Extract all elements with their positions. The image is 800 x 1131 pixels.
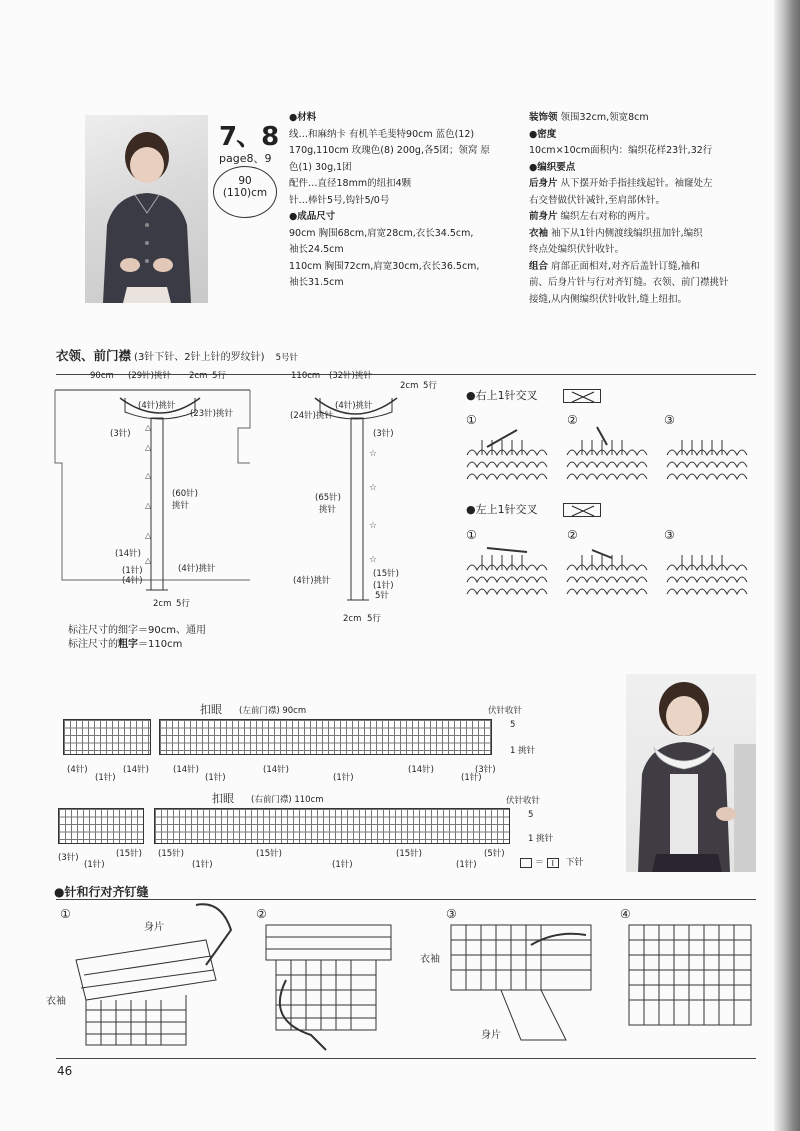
density-text: 10cm×10cm面积内：编织花样23针,32行: [529, 145, 713, 156]
collar90-fourpick: (4针)挑针: [178, 564, 216, 574]
bh110-count: (15针): [396, 849, 422, 859]
knit-swatch: [467, 430, 547, 479]
materials-heading: ●材料: [289, 112, 317, 123]
collar110-inner: (4针)挑针: [335, 401, 373, 411]
collar90-mark: △: [145, 531, 152, 540]
bh110-count: (15针): [256, 849, 282, 859]
knit-swatch: [667, 440, 747, 479]
buttonhole110-counts: [56, 851, 516, 873]
bh110-count: (1针): [84, 860, 105, 870]
points-heading: ●编织要点: [529, 161, 576, 173]
size-note-2c: ＝110cm: [138, 639, 183, 650]
finished-line: 袖长31.5cm: [289, 277, 344, 288]
collar-section-title: [56, 346, 298, 364]
materials-line: 配件…直径18mm的纽扣4颗: [289, 178, 412, 189]
buttonhole90-label: 扣眼: [200, 703, 222, 716]
collar90-mark: △: [145, 556, 152, 565]
collar90-mark: △: [145, 423, 152, 432]
buttonhole110-sub: (右前门襟) 110cm: [251, 795, 324, 805]
decoration-label: 装饰领: [529, 112, 558, 123]
buttonhole110-grid: [58, 808, 144, 844]
collar-diagram-90: [50, 368, 275, 620]
bh90-count: (14针): [123, 765, 149, 775]
collar90-top2: 2cm: [189, 371, 208, 381]
legend-equals: ＝: [534, 858, 544, 868]
buttonhole110-grid: [154, 808, 510, 844]
finished-line: 90cm 胸围68cm,肩宽28cm,衣长34.5cm,: [289, 227, 474, 239]
buttonhole110-label: 扣眼: [212, 792, 234, 805]
buttonhole110-five: 5: [528, 810, 534, 820]
point-text: 接缝,从内侧编织伏针收针,缝上纽扣。: [529, 293, 688, 305]
size-large: (110)cm: [222, 187, 268, 199]
size-note-1: 标注尺寸的细字＝90cm、通用: [68, 625, 206, 636]
bh110-count: (1针): [332, 860, 353, 870]
left-cross-step: ②: [567, 528, 578, 542]
page-reference: page8、9: [219, 152, 272, 165]
collar110-mark: ☆: [369, 449, 378, 459]
collar90-side: (23针)挑针: [190, 409, 233, 419]
point-text: 肩部正面相对,对齐后盖针订缝,袖和: [551, 260, 700, 272]
legend-text: 下针: [565, 858, 584, 868]
collar90-fourteen: (14针): [115, 549, 141, 559]
materials-block: [289, 110, 525, 292]
point-text: 前、后身片针与行对齐钉缝。衣领、前门襟挑针: [529, 277, 729, 288]
right-cross-illustrations: [462, 410, 762, 490]
seam-section-title: ●针和行对齐钉缝: [54, 885, 149, 899]
left-cross-illustrations: [462, 525, 762, 605]
point-label: 前身片: [529, 211, 558, 222]
bh90-count: (4针): [67, 765, 88, 775]
right-cross-step: ②: [567, 413, 578, 427]
seam-body-label: 身片: [144, 922, 164, 933]
left-cross-step: ①: [466, 528, 477, 542]
materials-line: 针…棒针5号,钩针5/0号: [289, 194, 390, 206]
collar90-size: 90cm: [90, 371, 114, 381]
collar90-mark: △: [145, 501, 152, 510]
collar110-mark: ☆: [369, 483, 378, 493]
buttonhole110-onepick: 1 挑针: [528, 834, 554, 844]
collar110-mark: ☆: [369, 555, 378, 565]
point-text: 袖下从1针内侧渡线编织扭加针,编织: [551, 227, 703, 239]
right-cross-symbol: [563, 389, 601, 403]
bh90-count: (14针): [173, 765, 199, 775]
materials-line: 色(1) 30g,1团: [289, 161, 352, 173]
collar90-mark: △: [145, 443, 152, 452]
buttonhole90-grid: [159, 719, 492, 755]
bh90-count: (1针): [333, 773, 354, 783]
collar110-bot2: 2cm: [343, 614, 362, 624]
collar-diagram-110: [285, 368, 450, 630]
collar90-top: (29针)挑针: [128, 371, 171, 381]
seam-body3-label: 身片: [481, 1030, 501, 1041]
collar110-pick: 挑针: [319, 505, 337, 515]
point-label: 衣袖: [529, 227, 549, 239]
collar110-sixtyfive: (65针): [315, 493, 341, 503]
size-small: 90: [238, 175, 252, 187]
buttonhole110-bind: 伏针收针: [506, 796, 541, 806]
right-cross-title: [466, 387, 601, 403]
seam-sleeve-label: 衣袖: [46, 996, 66, 1007]
knit-swatch: [567, 427, 647, 479]
bh90-count: (1针): [95, 773, 116, 783]
collar90-pick: 挑针: [172, 501, 190, 511]
finished-heading: ●成品尺寸: [289, 211, 336, 222]
seam-swatch-3: [451, 925, 591, 1040]
collar110-bot5: 5行: [367, 614, 381, 624]
point-text: 编织左右对称的两片。: [560, 211, 656, 222]
buttonhole90-bind: 伏针收针: [488, 706, 523, 716]
legend-empty-box: [520, 858, 532, 868]
materials-line: 170g,110cm 玫瑰色(8) 200g,各5团；领窝 原: [289, 145, 491, 156]
size-note-2a: 标注尺寸的: [68, 639, 118, 650]
collar90-mark: △: [145, 471, 152, 480]
seam-step: ①: [60, 907, 71, 921]
collar110-fourpick: (4针)挑针: [293, 576, 331, 586]
seam-step: ②: [256, 907, 267, 921]
collar110-top: (32针)挑针: [329, 371, 372, 381]
seam-illustrations: [46, 900, 760, 1058]
bh110-count: (3针): [58, 853, 79, 863]
bh110-count: (1针): [192, 860, 213, 870]
collar90-left3: (3针): [110, 429, 131, 439]
size-note-2b: 粗字: [118, 639, 138, 650]
bh110-count: (15针): [116, 849, 142, 859]
left-cross-symbol: [563, 503, 601, 517]
collar110-top2: 2cm: [400, 381, 419, 391]
bh90-count: (14针): [263, 765, 289, 775]
stitch-legend: [520, 855, 584, 868]
collar110-mark: ☆: [369, 521, 378, 531]
child-photo-bottom: [626, 674, 756, 872]
buttonhole90-title: [200, 701, 306, 717]
collar-needle: 5号针: [275, 353, 299, 363]
decoration-text: 领围32cm,领宽8cm: [560, 112, 649, 123]
materials-line: 线…和麻纳卡 有机羊毛斐特90cm 蓝色(12): [289, 128, 475, 140]
collar110-size: 110cm: [291, 371, 321, 381]
collar110-right3: (3针): [373, 429, 394, 439]
right-cross-label: ●右上1针交叉: [466, 389, 538, 402]
point-text: 终点处编织伏针收针。: [529, 244, 625, 255]
size-note-2: [68, 635, 182, 650]
collar90-bot2: 2cm: [153, 599, 172, 609]
pattern-number: 7、8: [219, 122, 279, 152]
point-label: 后身片: [529, 178, 558, 189]
collar90-one: (1针): [122, 566, 143, 576]
seam-sleeve3-label: 衣袖: [420, 954, 440, 965]
collar90-top5: 5行: [212, 371, 226, 381]
point-text: 右交替做伏针减针,至肩部休针。: [529, 194, 666, 206]
knit-swatch: [667, 555, 747, 594]
bh110-count: (1针): [456, 860, 477, 870]
bh110-count: (5针): [484, 849, 505, 859]
finished-line: 袖长24.5cm: [289, 244, 344, 255]
buttonhole90-grid: [63, 719, 151, 755]
collar110-fifteen: (15针): [373, 569, 399, 579]
child-photo-top: [85, 115, 208, 303]
legend-knit-box: I: [547, 858, 559, 868]
page-number: 46: [57, 1064, 73, 1078]
seam-step: ③: [446, 907, 457, 921]
left-cross-title: [466, 501, 601, 517]
buttonhole90-sub: (左前门襟) 90cm: [239, 706, 307, 716]
finished-line: 110cm 胸围72cm,肩宽30cm,衣长36.5cm,: [289, 260, 480, 272]
right-cross-step: ①: [466, 413, 477, 427]
bh110-count: (15针): [158, 849, 184, 859]
left-cross-step: ③: [664, 528, 675, 542]
density-heading: ●密度: [529, 128, 557, 140]
collar-title: 衣领、前门襟: [56, 348, 132, 363]
bh90-count: (1针): [205, 773, 226, 783]
buttonhole90-onepick: 1 挑针: [510, 746, 536, 756]
buttonhole110-title: [212, 790, 324, 806]
seam-swatch-2: [266, 925, 391, 1050]
collar110-side: (24针)挑针: [290, 411, 333, 421]
seam-swatch-4: [629, 925, 751, 1025]
collar90-four: (4针): [122, 576, 143, 586]
collar90-sixty: (60针): [172, 489, 198, 499]
collar-subtitle: (3针下针、2针上针的罗纹针): [134, 352, 265, 363]
size-circle: [213, 166, 277, 218]
collar110-top5: 5行: [423, 381, 437, 391]
buttonhole90-counts: [63, 763, 503, 785]
left-cross-label: ●左上1针交叉: [466, 503, 538, 516]
instructions-block: [529, 110, 761, 308]
collar110-five-st: 5针: [375, 591, 389, 601]
bh90-count: (3针): [475, 765, 496, 775]
buttonhole90-five: 5: [510, 720, 516, 730]
collar90-bot5: 5行: [176, 599, 190, 609]
collar90-inner: (4针)挑针: [138, 401, 176, 411]
right-cross-step: ③: [664, 413, 675, 427]
bh90-count: (1针): [461, 773, 482, 783]
point-text: 从下摆开始手指挂线起针。袖窿处左: [560, 178, 713, 189]
collar110-one: (1针): [373, 581, 394, 591]
knit-swatch: [467, 548, 547, 594]
page-edge: [774, 0, 800, 1131]
bh90-count: (14针): [408, 765, 434, 775]
point-label: 组合: [529, 260, 549, 272]
footer-rule: [56, 1058, 756, 1059]
knit-swatch: [567, 550, 647, 594]
seam-step: ④: [620, 907, 631, 921]
